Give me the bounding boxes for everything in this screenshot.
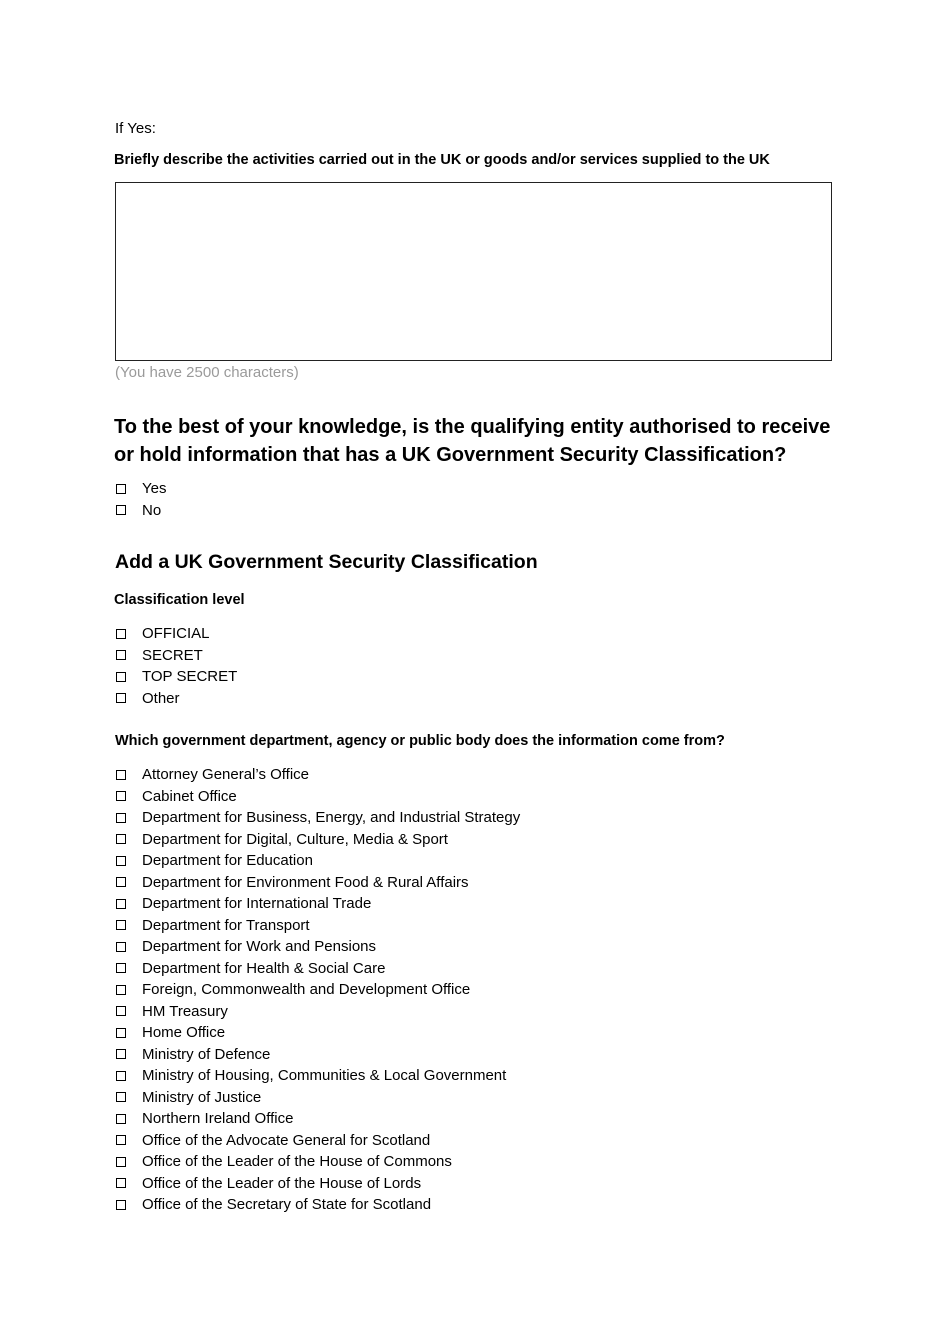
option-label: Attorney General’s Office [142, 766, 310, 784]
checkbox[interactable] [116, 1028, 126, 1038]
option-label: Northern Ireland Office [142, 1110, 294, 1128]
option-label: Foreign, Commonwealth and Development Office [142, 981, 471, 999]
option-label: Department for Work and Pensions [142, 938, 377, 956]
department-option[interactable] [116, 764, 520, 786]
classification-level-label: Classification level [114, 592, 245, 608]
checkbox[interactable] [116, 985, 126, 995]
department-option[interactable] [116, 958, 520, 980]
character-counter: (You have 2500 characters) [115, 364, 299, 381]
department-option[interactable] [116, 1130, 520, 1152]
option-label: Cabinet Office [142, 787, 237, 805]
if-yes-label: If Yes: [115, 120, 156, 137]
department-option[interactable] [116, 1151, 520, 1173]
authorised-question: To the best of your knowledge, is the qualifying entity authorised to receive or hold information that has a UK Government Security Classification? [114, 416, 831, 466]
checkbox[interactable] [116, 1071, 126, 1081]
option-label: SECRET [142, 646, 203, 664]
option-label: Ministry of Housing, Communities & Local Government [142, 1067, 507, 1085]
checkbox[interactable] [116, 770, 126, 780]
option-label: Ministry of Justice [142, 1088, 262, 1106]
department-option[interactable] [116, 786, 520, 808]
checkbox[interactable] [116, 1114, 126, 1124]
option-no[interactable] [116, 500, 166, 522]
activities-textarea[interactable] [115, 182, 832, 361]
checkbox[interactable] [116, 920, 126, 930]
classification-heading: Add a UK Government Security Classification [115, 551, 538, 573]
checkbox[interactable] [116, 942, 126, 952]
classification-level-option[interactable] [116, 645, 237, 667]
option-label: Office of the Secretary of State for Scotland [142, 1196, 432, 1214]
department-option[interactable] [116, 850, 520, 872]
department-option[interactable] [116, 1173, 520, 1195]
option-label: Home Office [142, 1024, 226, 1042]
department-option[interactable] [116, 1022, 520, 1044]
department-option[interactable] [116, 1044, 520, 1066]
authorised-options [116, 478, 166, 521]
option-label: Yes [142, 480, 167, 498]
option-yes[interactable] [116, 478, 166, 500]
department-option[interactable] [116, 872, 520, 894]
option-label: Department for International Trade [142, 895, 372, 913]
activities-question: Briefly describe the activities carried out in the UK or goods and/or services supplied to the UK [114, 152, 770, 168]
option-label: Office of the Advocate General for Scotland [142, 1131, 431, 1149]
department-option[interactable] [116, 1001, 520, 1023]
department-option[interactable] [116, 893, 520, 915]
department-option[interactable] [116, 1087, 520, 1109]
checkbox[interactable] [116, 1092, 126, 1102]
classification-level-option[interactable] [116, 688, 237, 710]
checkbox[interactable] [116, 1157, 126, 1167]
checkbox[interactable] [116, 672, 126, 682]
option-label: OFFICIAL [142, 625, 210, 643]
checkbox[interactable] [116, 629, 126, 639]
department-options [116, 764, 520, 1216]
option-label: Department for Health & Social Care [142, 959, 386, 977]
department-option[interactable] [116, 915, 520, 937]
option-label: HM Treasury [142, 1002, 228, 1020]
option-label: Ministry of Defence [142, 1045, 271, 1063]
department-option[interactable] [116, 1194, 520, 1216]
classification-level-option[interactable] [116, 623, 237, 645]
option-label: Office of the Leader of the House of Lords [142, 1174, 422, 1192]
department-option[interactable] [116, 829, 520, 851]
checkbox[interactable] [116, 1135, 126, 1145]
checkbox[interactable] [116, 963, 126, 973]
department-option[interactable] [116, 979, 520, 1001]
checkbox[interactable] [116, 856, 126, 866]
option-label: Department for Environment Food & Rural Affairs [142, 873, 469, 891]
department-option[interactable] [116, 1108, 520, 1130]
checkbox[interactable] [116, 484, 126, 494]
department-option[interactable] [116, 807, 520, 829]
checkbox[interactable] [116, 650, 126, 660]
option-label: Office of the Leader of the House of Commons [142, 1153, 452, 1171]
checkbox[interactable] [116, 1178, 126, 1188]
department-question: Which government department, agency or public body does the information come from? [115, 733, 725, 749]
checkbox[interactable] [116, 791, 126, 801]
checkbox[interactable] [116, 505, 126, 515]
checkbox[interactable] [116, 1049, 126, 1059]
option-label: Department for Transport [142, 916, 310, 934]
checkbox[interactable] [116, 834, 126, 844]
option-label: Other [142, 689, 180, 707]
option-label: No [142, 501, 162, 519]
department-option[interactable] [116, 936, 520, 958]
department-option[interactable] [116, 1065, 520, 1087]
checkbox[interactable] [116, 693, 126, 703]
checkbox[interactable] [116, 813, 126, 823]
classification-level-option[interactable] [116, 666, 237, 688]
checkbox[interactable] [116, 877, 126, 887]
option-label: Department for Education [142, 852, 313, 870]
classification-level-options [116, 623, 237, 709]
option-label: TOP SECRET [142, 668, 238, 686]
option-label: Department for Digital, Culture, Media & Sport [142, 830, 448, 848]
option-label: Department for Business, Energy, and Industrial Strategy [142, 809, 521, 827]
checkbox[interactable] [116, 1200, 126, 1210]
checkbox[interactable] [116, 1006, 126, 1016]
checkbox[interactable] [116, 899, 126, 909]
